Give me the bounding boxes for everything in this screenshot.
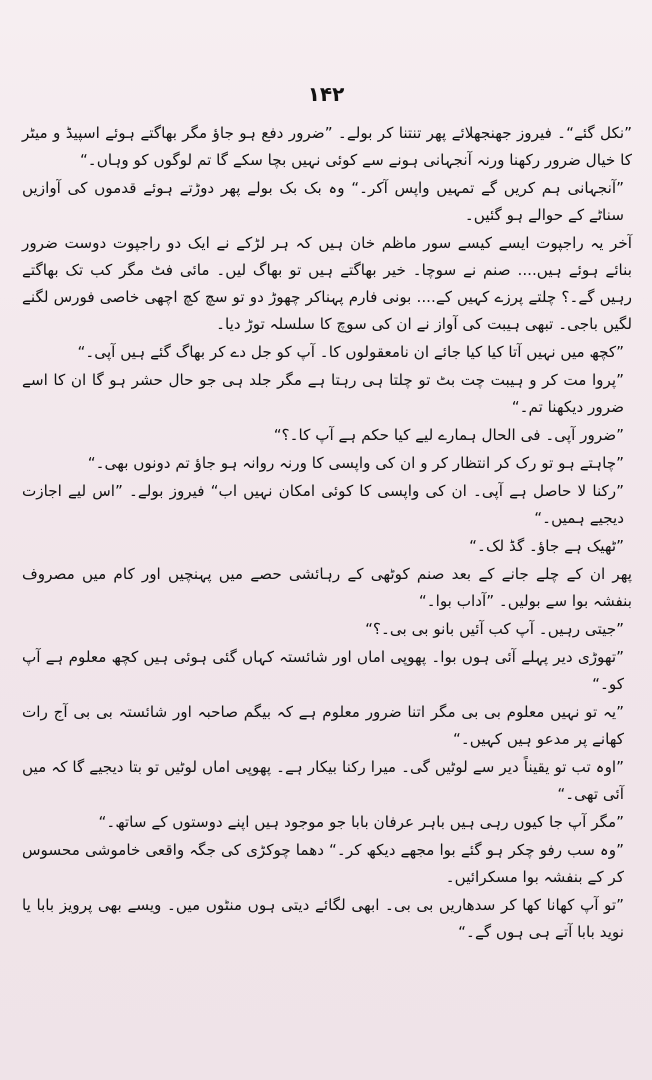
paragraph: ”ٹھیک ہے جاؤ۔ گڈ لک۔“ bbox=[469, 537, 624, 555]
paragraph: ”تو آپ کھانا کھا کر سدھاریں بی بی۔ ابھی لگائے دیتی ہوں منٹوں میں۔ ویسے بھی پرویز بابا یا نوید بابا آتے ہی ہوں گے۔“ bbox=[22, 896, 624, 941]
paragraph: ”یہ تو نہیں معلوم بی بی مگر اتنا ضرور معلوم ہے کہ بیگم صاحبہ اور شائستہ بی بی آج رات کھانے پر مدعو ہیں کہیں۔“ bbox=[22, 703, 624, 748]
paragraph: ”رکنا لا حاصل ہے آپی۔ ان کی واپسی کا کوئی امکان نہیں اب“ فیروز بولے۔ ”اس لیے اجازت دیجیے ہمیں۔“ bbox=[22, 482, 624, 527]
paragraph: ”چاہتے ہو تو رک کر انتظار کر و ان کی واپسی کا ورنہ روانہ ہو جاؤ تم دونوں بھی۔“ bbox=[87, 454, 624, 472]
paragraph: آخر یہ راجپوت ایسے کیسے سور ماظم خان ہیں کہ ہر لڑکے نے ایک دو راجپوت دوست ضرور بنائے ہوئے ہیں.... صنم نے سوچا۔ خیر بھاگتے ہیں تو بھاگ لیں۔ مائی فٹ مگر کب تک بھاگتے رہیں گے۔؟ چلتے پرزے کہیں کے.... بونی فارم پہناکر چھوڑ دو تو سچ کچ اچھی خاصی فورس لگنے لگیں باجی۔ تبھی ہیبت کی آواز نے ان کی سوچ کا سلسلہ توڑ دیا۔ bbox=[22, 234, 632, 333]
paragraph: ”پروا مت کر و ہیبت چت بٹ تو چلتا ہی رہتا ہے مگر جلد ہی جو حال حشر ہو گا ان کا اسے ضرور دیکھنا تم۔“ bbox=[22, 371, 624, 416]
paragraph: ”آنجہانی ہم کریں گے تمہیں واپس آکر۔“ وہ بک بک بولے پھر دوڑتے ہوئے قدموں کی آوازیں سناٹے کے حوالے ہو گئیں۔ bbox=[22, 179, 624, 224]
page-number: ۱۴۲ bbox=[307, 82, 345, 106]
paragraph: ”جیتی رہیں۔ آپ کب آئیں بانو بی بی۔؟“ bbox=[365, 620, 624, 638]
page-text bbox=[22, 120, 632, 946]
paragraph: پھر ان کے چلے جانے کے بعد صنم کوٹھی کے رہائشی حصے میں پہنچیں اور کام میں مصروف بنفشہ بوا سے بولیں۔ ”آداب بوا۔“ bbox=[22, 565, 632, 610]
paragraph: ”اوہ تب تو یقیناً دیر سے لوٹیں گی۔ میرا رکنا بیکار ہے۔ پھوپی اماں لوٹیں تو بتا دیجیے گا کہ میں آئی تھی۔“ bbox=[22, 758, 624, 803]
paragraph: ”کچھ میں نہیں آتا کیا کیا جائے ان نامعقولوں کا۔ آپ کو جل دے کر بھاگ گئے ہیں آپی۔“ bbox=[77, 343, 624, 361]
paragraph: ”مگر آپ جا کیوں رہی ہیں باہر عرفان بابا جو موجود ہیں اپنے دوستوں کے ساتھ۔“ bbox=[98, 813, 624, 831]
paragraph: ”تھوڑی دیر پہلے آئی ہوں بوا۔ پھوپی اماں اور شائستہ کہاں گئی ہوئی ہیں کچھ معلوم ہے آپ کو۔“ bbox=[22, 648, 624, 693]
paragraph: ”وہ سب رفو چکر ہو گئے بوا مجھے دیکھ کر۔“ دھما چوکڑی کی جگہ واقعی خاموشی محسوس کر کے بنفشہ بوا مسکرائیں۔ bbox=[22, 841, 624, 886]
paragraph: ”نکل گئے“۔ فیروز جھنجھلائے پھر تنتنا کر بولے۔ ”ضرور دفع ہو جاؤ مگر بھاگتے ہوئے اسپیڈ و میٹر کا خیال ضرور رکھنا ورنہ آنجہانی ہونے سے کوئی نہیں بچا سکے گا تم لوگوں کو وہاں۔“ bbox=[22, 124, 632, 169]
paragraph: ”ضرور آپی۔ فی الحال ہمارے لیے کیا حکم ہے آپ کا۔؟“ bbox=[273, 426, 624, 444]
